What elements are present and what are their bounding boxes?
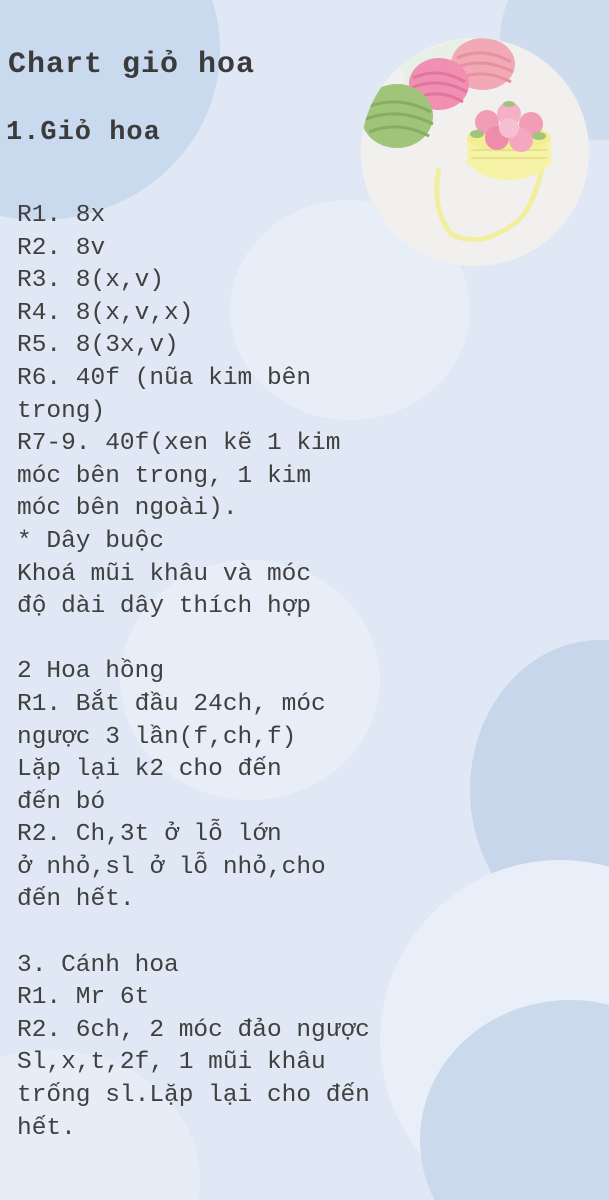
instruction-line: R3. 8(x,v) [17,267,165,295]
section-heading-roses: 2 Hoa hồng [17,658,165,686]
instruction-line: móc bên ngoài). [17,495,238,523]
section-heading: 1.Giỏ hoa [6,118,161,148]
instruction-line: R1. Bắt đầu 24ch, móc [17,690,326,718]
instruction-line: trống sl.Lặp lại cho đến [17,1082,370,1110]
instruction-line: hết. [17,1114,76,1142]
section-heading-petals: 3. Cánh hoa [17,951,179,979]
instruction-line: R4. 8(x,v,x) [17,299,194,327]
instruction-line: trong) [17,397,106,425]
instruction-line: R6. 40f (nũa kim bên [17,364,312,392]
instruction-line: R2. Ch,3t ở lỗ lớn [17,821,282,849]
background-blob [0,0,220,220]
instruction-line: Sl,x,t,2f, 1 mũi khâu [17,1049,326,1077]
instruction-line: đến hết. [17,886,135,914]
blank-line [17,624,457,657]
instruction-line: * Dây buộc [17,527,165,555]
instruction-line: R2. 6ch, 2 móc đảo ngược [17,1016,370,1044]
instruction-line: R1. Mr 6t [17,984,150,1012]
instruction-line: độ dài dây thích hợp [17,593,312,621]
instruction-line: móc bên trong, 1 kim [17,462,312,490]
instruction-line: đến bó [17,788,106,816]
instruction-line: R2. 8v [17,234,106,262]
instruction-line: Khoá mũi khâu và móc [17,560,312,588]
pattern-instructions [17,200,457,1145]
instruction-line: R1. 8x [17,202,106,229]
instruction-line: ngược 3 lần(f,ch,f) [17,723,297,751]
instruction-line: Lặp lại k2 cho đến [17,756,282,784]
instruction-line: R5. 8(3x,v) [17,332,179,360]
instruction-line: ở nhỏ,sl ở lỗ nhỏ,cho [17,853,326,881]
instruction-line: R7-9. 40f(xen kẽ 1 kim [17,430,341,458]
blank-line [17,917,457,950]
page-title: Chart giỏ hoa [8,48,256,82]
